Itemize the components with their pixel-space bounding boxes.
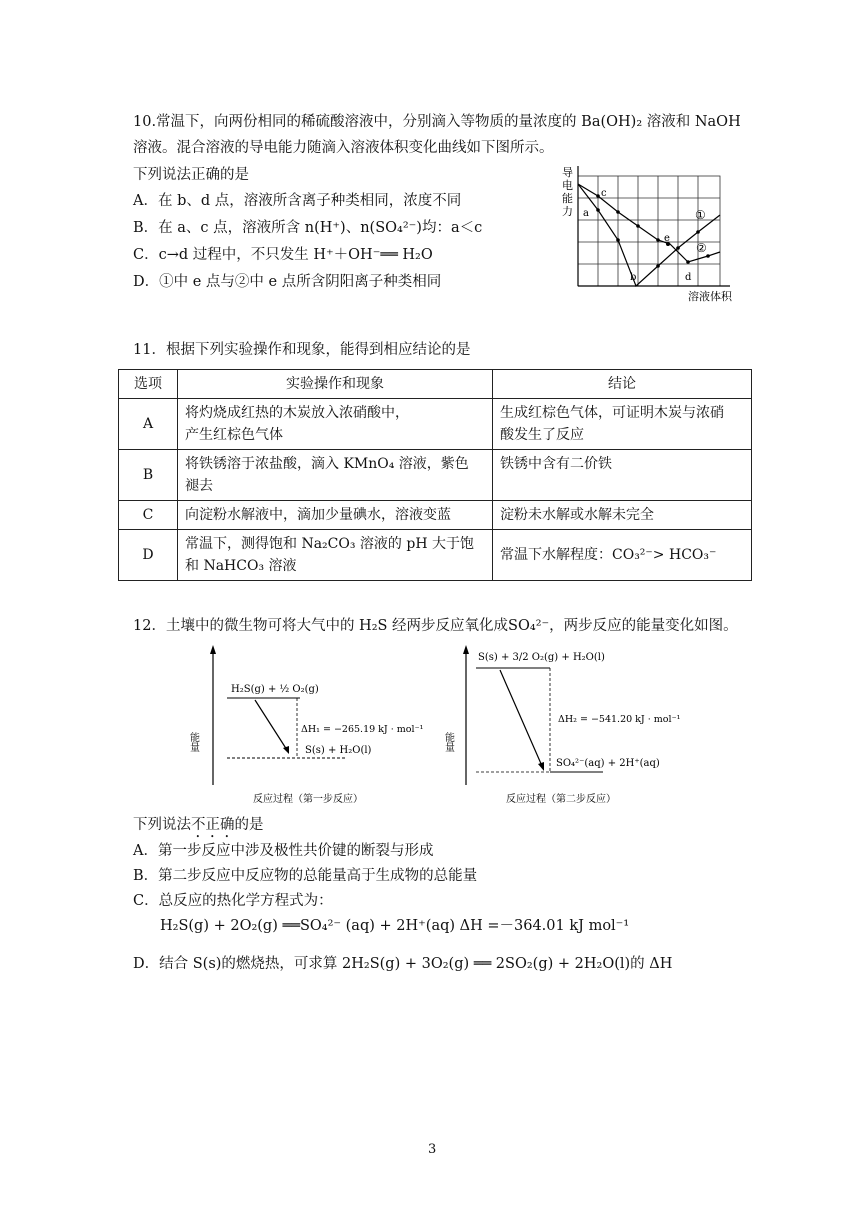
q12-stem: 12．土壤中的微生物可将大气中的 H₂S 经两步反应氧化成SO₄²⁻，两步反应的能量变化如图。 [133,618,738,634]
q12-option-d: D．结合 S(s)的燃烧热，可求算 2H₂S(g) + 3O₂(g) ══ 2SO₂(g) + 2H₂O(l)的 ΔH [133,956,673,972]
point-label-e: e [664,233,670,244]
fig1-top-species: H₂S(g) + ½ O₂(g) [231,684,319,695]
row-option: C [119,501,178,530]
row-operation [178,530,493,581]
row-operation-line: 褪去 [185,478,213,494]
row-operation-line: 和 NaHCO₃ 溶液 [185,558,297,574]
energy-axis-label: 能量 [442,732,454,752]
y-label-char-4: 力 [562,205,573,218]
row-conclusion: 常温下水解程度：CO₃²⁻> HCO₃⁻ [493,530,752,581]
row-conclusion [493,399,752,450]
q12-prompt [133,815,264,841]
q11-table [118,369,752,581]
point-label-d: d [685,272,692,283]
fig1-bottom-species: S(s) + H₂O(l) [305,745,372,756]
curve-1 [578,184,720,286]
table-row [119,450,752,501]
q12-energy-diagram-step1 [185,640,435,810]
q10-prompt: 下列说法正确的是 [133,167,249,183]
q12-prompt-post: 的是 [234,817,264,833]
header-option: 选项 [119,370,178,399]
row-conclusion: 淀粉未水解或水解未完全 [493,501,752,530]
q11-stem: 11．根据下列实验操作和现象，能得到相应结论的是 [133,342,471,358]
q10-conductivity-figure [558,160,758,308]
q10-stem-line2: 溶液。混合溶液的导电能力随滴入溶液体积变化曲线如下图所示。 [133,140,554,156]
table-row [119,399,752,450]
fig2-caption: 反应过程（第二步反应） [506,794,616,805]
row-option: A [119,399,178,450]
q12-prompt-pre: 下列说法 [133,817,191,833]
y-label-char-1: 导 [562,166,573,179]
curve-label-2: ② [696,241,707,255]
row-operation: 向淀粉水解液中，滴加少量碘水，溶液变蓝 [178,501,493,530]
row-operation-line: 将灼烧成红热的木炭放入浓硝酸中， [185,405,409,421]
row-operation-line: 产生红棕色气体 [185,427,283,443]
table-row [119,501,752,530]
fig2-top-species: S(s) + 3/2 O₂(g) + H₂O(l) [478,652,605,663]
q12-energy-diagram-step2 [438,640,688,810]
q10-option-b: B．在 a、c 点，溶液所含 n(H⁺)、n(SO₄²⁻)均：a＜c [133,220,483,236]
fig2-delta-h: ΔH₂ = −541.20 kJ · mol⁻¹ [558,714,681,725]
header-conclusion: 结论 [493,370,752,399]
row-operation [178,399,493,450]
y-label-char-2: 电 [562,179,573,192]
q12-option-b: B．第二步反应中反应物的总能量高于生成物的总能量 [133,868,478,884]
q12-option-a: A．第一步反应中涉及极性共价键的断裂与形成 [133,843,434,859]
row-operation [178,450,493,501]
row-conclusion-line: 生成红棕色气体，可证明木炭与浓硝 [500,405,724,421]
row-operation-line: 将铁锈溶于浓盐酸，滴入 KMnO₄ 溶液，紫色 [185,456,469,472]
row-conclusion-line: 酸发生了反应 [500,427,584,443]
y-label-char-3: 能 [562,192,573,205]
q12-option-c: C．总反应的热化学方程式为： [133,893,333,909]
row-option: B [119,450,178,501]
point-label-b: b [630,272,637,283]
energy-axis-label: 能量 [187,732,199,752]
point-label-c: c [601,188,607,199]
x-axis-label: 溶液体积 [688,290,732,303]
header-operation: 实验操作和现象 [178,370,493,399]
row-operation-line: 常温下，测得饱和 Na₂CO₃ 溶液的 pH 大于饱 [185,536,474,552]
table-header-row [119,370,752,399]
fig2-bottom-species: SO₄²⁻(aq) + 2H⁺(aq) [556,758,660,769]
fig1-caption: 反应过程（第一步反应） [253,794,363,805]
page-number: 3 [428,1142,437,1157]
q12-option-c-equation: H₂S(g) + 2O₂(g) ══SO₄²⁻ (aq) + 2H⁺(aq) ΔH =－364.01 kJ mol⁻¹ [160,918,630,934]
q10-option-c: C．c→d 过程中，不只发生 H⁺＋OH⁻══ H₂O [133,247,433,263]
curve-label-1: ① [695,208,706,222]
row-conclusion: 铁锈中含有二价铁 [493,450,752,501]
q10-stem-line1: 10.常温下，向两份相同的稀硫酸溶液中，分别滴入等物质的量浓度的 Ba(OH)₂ 溶液和 NaOH [133,114,741,130]
q10-option-d: D．①中 e 点与②中 e 点所含阴阳离子种类相同 [133,274,442,290]
q10-option-a: A．在 b、d 点，溶液所含离子种类相同，浓度不同 [133,193,462,209]
fig1-delta-h: ΔH₁ = −265.19 kJ · mol⁻¹ [301,724,424,735]
row-option: D [119,530,178,581]
point-label-a: a [583,208,589,219]
table-row [119,530,752,581]
q12-prompt-emphasis: 不正确 [191,817,235,833]
